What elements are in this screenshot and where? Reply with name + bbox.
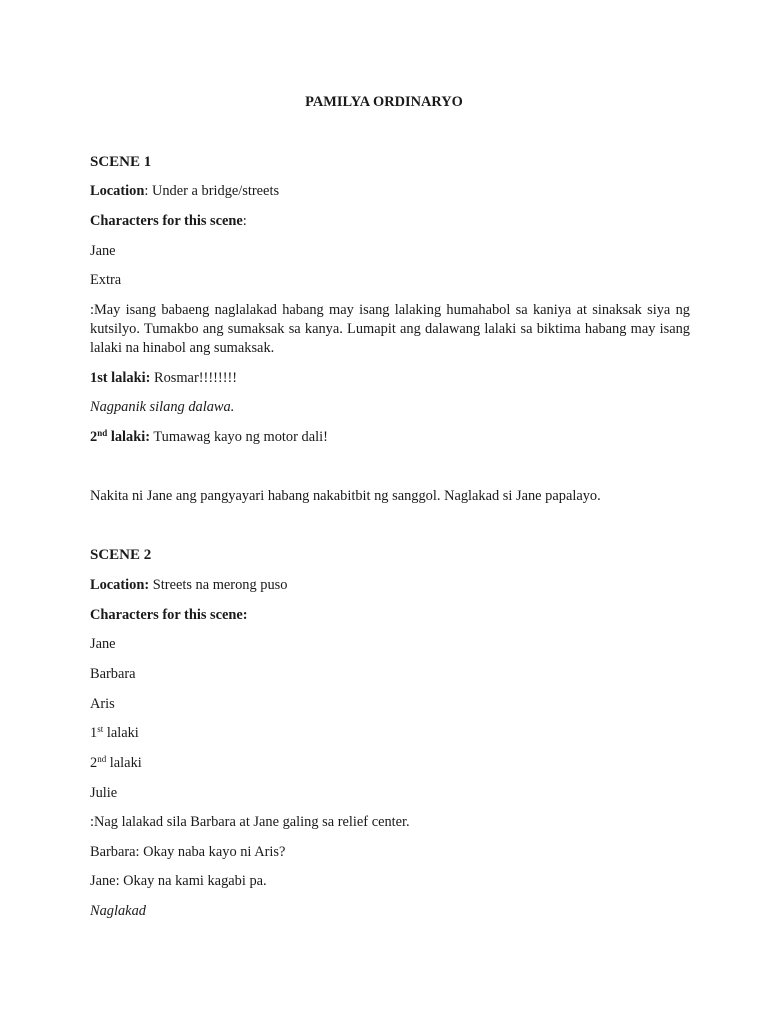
scene1-stage-direction: Nagpanik silang dalawa. — [90, 399, 235, 415]
scene2-character — [90, 695, 115, 713]
scene1-dialogue-1 — [90, 369, 237, 387]
scene1-character-extra: Extra — [90, 272, 122, 288]
scene2-dialogue-1: Barbara: Okay naba kayo ni Aris? — [90, 844, 286, 860]
character-name: Aris — [90, 696, 115, 712]
character-name: lalaki — [103, 725, 139, 741]
scene1-dialogue-2 — [90, 428, 328, 446]
scene2-location-value: Streets na merong puso — [149, 577, 288, 593]
scene2-stage-direction: Naglakad — [90, 903, 146, 919]
character-name: Barbara — [90, 666, 136, 682]
scene1-action: :May isang babaeng naglalakad habang may isang lalaking humahabol sa kaniya at sinaksak siya ng kutsilyo. Tumakbo ang sumaksak sa kanya. Lumapit ang dalawang lalaki sa biktima habang may isang lalaki na hinabol ang sumaksak. — [90, 302, 690, 356]
scene1-heading: SCENE 1 — [90, 154, 152, 170]
character-name: Julie — [90, 785, 118, 801]
scene1-characters-label: Characters for this scene — [90, 213, 243, 229]
scene2-location-label: Location: — [90, 577, 150, 593]
scene2-heading: SCENE 2 — [90, 547, 152, 563]
scene1-location-label: Location — [90, 183, 145, 199]
scene2-character — [90, 724, 139, 742]
dialogue-speaker: lalaki: — [107, 429, 150, 445]
scene1-narration: Nakita ni Jane ang pangyayari habang nakabitbit ng sanggol. Naglakad si Jane papalayo. — [90, 488, 601, 504]
scene2-action: :Nag lalakad sila Barbara at Jane galing sa relief center. — [90, 814, 410, 830]
scene2-character — [90, 665, 136, 683]
scene1-characters-heading — [90, 212, 247, 230]
scene2-dialogue-2: Jane: Okay na kami kagabi pa. — [90, 873, 267, 889]
dialogue-text: Tumawag kayo ng motor dali! — [150, 429, 328, 445]
scene1-character-jane: Jane — [90, 243, 116, 259]
scene2-character — [90, 635, 116, 653]
character-suffix: nd — [97, 754, 107, 764]
character-name: Jane — [90, 636, 116, 652]
scene2-location — [90, 576, 287, 594]
dialogue-speaker: 1st lalaki: — [90, 370, 151, 386]
dialogue-speaker-suffix: nd — [97, 428, 108, 438]
scene1-characters-colon: : — [242, 213, 247, 229]
dialogue-text: Rosmar!!!!!!!! — [150, 370, 238, 386]
character-name: lalaki — [106, 755, 142, 771]
scene2-characters-label: Characters for this scene: — [90, 607, 248, 623]
character-suffix: st — [97, 724, 104, 734]
scene1-location — [90, 182, 279, 200]
character-number: 2 — [90, 755, 98, 771]
scene1-location-value: : Under a bridge/streets — [144, 183, 280, 199]
dialogue-speaker-number: 2 — [90, 429, 98, 445]
page-title: PAMILYA ORDINARYO — [305, 94, 463, 110]
character-number: 1 — [90, 725, 98, 741]
scene2-character — [90, 784, 117, 802]
scene2-character — [90, 754, 142, 772]
